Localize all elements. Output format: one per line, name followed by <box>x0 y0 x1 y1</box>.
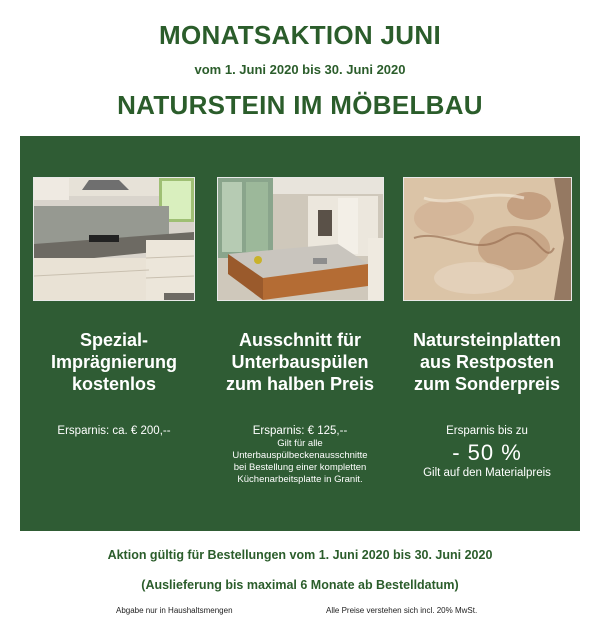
offer-detail-line: Gilt für alle <box>277 438 323 449</box>
granite-slab-photo <box>403 177 572 301</box>
offer-savings-label: Ersparnis bis zu <box>446 425 528 437</box>
offer-savings-amount: Ersparnis: € 125,-- <box>252 425 348 437</box>
delivery-notice: (Auslieferung bis maximal 6 Monate ab Bestelldatum) <box>141 578 459 592</box>
offer-title-line: Ausschnitt für <box>238 330 361 350</box>
offer-detail-line: Küchenarbeitsplatte in Granit. <box>237 474 363 485</box>
offer-impregnation-savings: Ersparnis: ca. € 200,-- <box>57 425 171 437</box>
offer-note: Gilt auf den Materialpreis <box>423 467 551 479</box>
island-photo <box>217 177 384 301</box>
discount-percent: - 50 % <box>452 440 522 465</box>
validity-notice: Aktion gültig für Bestellungen vom 1. Juni 2020 bis 30. Juni 2020 <box>107 548 493 562</box>
offer-title-line: Natursteinplatten <box>412 330 562 350</box>
offer-impregnation-title <box>24 329 204 395</box>
offer-title-line: Unterbauspülen <box>231 352 369 372</box>
promo-period: vom 1. Juni 2020 bis 30. Juni 2020 <box>194 62 406 77</box>
offer-detail-line: Unterbauspülbeckenausschnitte <box>232 450 368 461</box>
promo-subtitle: NATURSTEIN IM MÖBELBAU <box>117 90 483 120</box>
kitchen-photo <box>33 177 195 301</box>
promo-title: MONATSAKTION JUNI <box>159 20 441 50</box>
offer-sink-cutout-title <box>210 329 390 395</box>
offer-detail-line: bei Bestellung einer kompletten <box>233 462 367 473</box>
offer-title-line: kostenlos <box>71 374 157 394</box>
offer-title-line: aus Restposten <box>419 352 555 372</box>
offer-remnant-slabs-savings <box>396 425 578 480</box>
offer-title-line: Spezial- <box>79 330 149 350</box>
vat-note: Alle Preise verstehen sich incl. 20% MwSt. <box>326 606 478 615</box>
household-quantities-note: Abgabe nur in Haushaltsmengen <box>116 606 233 615</box>
offer-remnant-slabs-title <box>396 329 578 395</box>
offer-title-line: Imprägnierung <box>50 352 177 372</box>
offer-title-line: zum halben Preis <box>225 374 375 394</box>
offer-sink-cutout-savings <box>210 425 390 486</box>
offer-title-line: zum Sonderpreis <box>413 374 561 394</box>
